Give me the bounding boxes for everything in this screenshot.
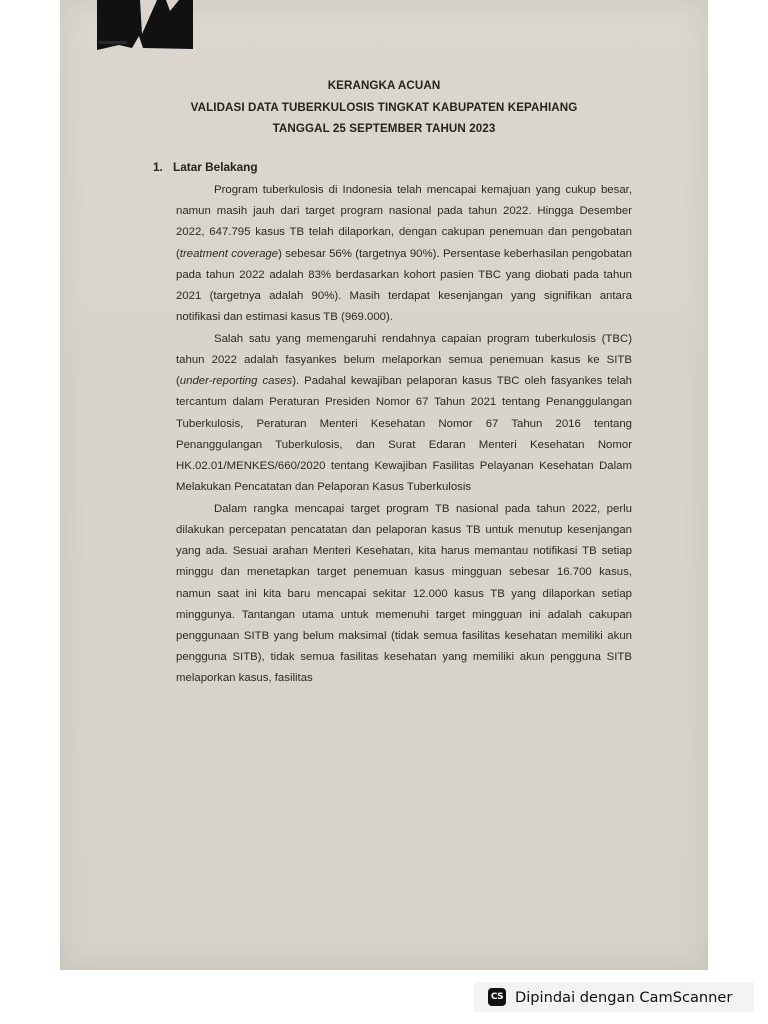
paragraph-1-italic: treatment coverage [179, 247, 279, 260]
scanned-page-area [60, 0, 708, 970]
document-date: TANGGAL 25 SEPTEMBER TAHUN 2023 [272, 122, 496, 135]
paragraph-1-text-a: Program tuberkulosis di Indonesia telah mencapai kemajuan yang cukup besar, namun masih jauh dari target program nasional pada tahun 2022. Hingga Desember 2022, 647.795 kasus TB telah dilaporkan, dengan cakupan penemuan dan pengobatan ( [176, 184, 632, 260]
paragraph-2-text-a: Salah satu yang memengaruhi rendahnya capaian program tuberkulosis (TBC) tahun 2022 adalah fasyankes belum melaporkan semua penemuan kasus ke SITB ( [176, 332, 632, 388]
document-title: KERANGKA ACUAN [327, 79, 441, 92]
camscanner-text: Dipindai dengan CamScanner [515, 988, 733, 1006]
paragraph-2-text-b: ). Padahal kewajiban pelaporan kasus TBC oleh fasyankes telah tercantum dalam Peraturan Presiden Nomor 67 Tahun 2021 tentang Penanggulangan Tuberkulosis, Peraturan Menteri Kesehatan Nomor 67 Tahun 2016 tentang Penanggulangan Tuberkulosis, dan Surat Edaran Menteri Kesehatan Nomor HK.02.01/MENKES/660/2020 tentang Kewajiban Fasilitas Pelayanan Kesehatan Dalam Melakukan Pencatatan dan Pelaporan Kasus Tuberkulosis [176, 375, 632, 494]
paragraph-1-text-b: ) sebesar 56% (targetnya 90%). Persentase keberhasilan pengobatan pada tahun 2022 adalah 83% berdasarkan kohort pasien TBC yang diobati pada tahun 2021 (targetnya adalah 90%). Masih terdapat kesenjangan yang signifikan antara notifikasi dan estimasi kasus TB (969.000). [176, 247, 632, 324]
camscanner-watermark [474, 982, 754, 1012]
binder-clip-icon [97, 0, 193, 50]
paragraph-2 [176, 329, 632, 499]
section-number: 1. [153, 160, 163, 174]
camscanner-logo-icon: CS [488, 988, 506, 1006]
paper-sheet [60, 0, 708, 970]
paragraph-1 [176, 180, 632, 328]
paragraph-3-text: Dalam rangka mencapai target program TB nasional pada tahun 2022, perlu dilakukan percepatan pencatatan dan pelaporan kasus TB untuk menutup kesenjangan yang ada. Sesuai arahan Menteri Kesehatan, kita harus memantau notifikasi TB setiap minggu dan menetapkan target penemuan kasus mingguan sebesar 16.700 kasus, namun saat ini kita baru mencapai sekitar 12.000 kasus TB yang dilaporkan setiap minggunya. Tantangan utama untuk memenuhi target mingguan ini adalah cakupan penggunaan SITB yang belum maksimal (tidak semua fasilitas kesehatan memiliki akun pengguna SITB), tidak semua fasilitas kesehatan yang memiliki akun pengguna SITB melaporkan kasus, fasilitas [176, 502, 632, 685]
section-body [176, 180, 632, 690]
section-heading [153, 160, 258, 174]
document-subtitle: VALIDASI DATA TUBERKULOSIS TINGKAT KABUPATEN KEPAHIANG [190, 100, 578, 114]
paragraph-3 [176, 499, 632, 690]
section-title: Latar Belakang [173, 160, 258, 174]
paragraph-2-italic: under-reporting cases [179, 375, 293, 388]
document-header [60, 75, 708, 140]
